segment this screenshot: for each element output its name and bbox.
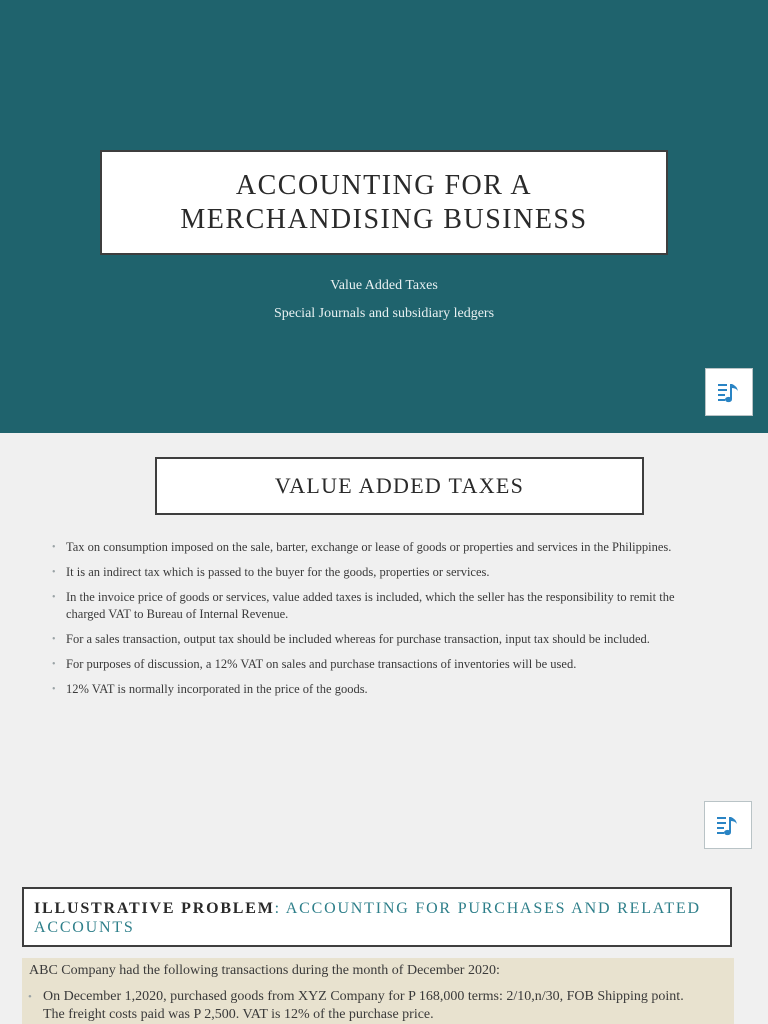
bullet-text: 12% VAT is normally incorporated in the price of the goods. xyxy=(66,682,368,696)
title-box xyxy=(100,150,668,255)
list-item xyxy=(22,988,734,1024)
problem-panel xyxy=(22,958,734,1024)
vat-heading: VALUE ADDED TAXES xyxy=(274,473,525,498)
heading-bold: ILLUSTRATIVE PROBLEM xyxy=(34,900,275,917)
bullet-marker: • xyxy=(52,684,56,695)
list-item xyxy=(52,656,702,673)
bullet-marker: • xyxy=(52,634,56,645)
audio-button[interactable] xyxy=(704,801,752,849)
bullet-text: For a sales transaction, output tax should be included whereas for purchase transaction, input tax should be included. xyxy=(66,632,650,646)
list-item xyxy=(52,564,702,581)
audio-button[interactable] xyxy=(705,368,753,416)
list-item xyxy=(52,631,702,648)
bullet-text: It is an indirect tax which is passed to the buyer for the goods, properties or services. xyxy=(66,565,490,579)
audio-playlist-icon xyxy=(715,812,741,838)
audio-playlist-icon xyxy=(716,379,742,405)
subtitle-value-added-taxes: Value Added Taxes xyxy=(330,278,438,293)
illustrative-heading xyxy=(34,899,720,937)
bullet-marker: • xyxy=(52,592,56,603)
heading-rest: : ACCOUNTING FOR PURCHASES AND RELATED ACCOUNTS xyxy=(34,900,701,936)
subtitle-special-journals: Special Journals and subsidiary ledgers xyxy=(273,306,495,321)
vat-bullet-list xyxy=(52,539,702,706)
problem-list xyxy=(22,988,734,1024)
vat-heading-box xyxy=(155,457,644,515)
bullet-marker: • xyxy=(28,991,32,1003)
illustrative-heading-box xyxy=(22,887,732,947)
list-item xyxy=(52,589,702,623)
problem-intro: ABC Company had the following transactions during the month of December 2020: xyxy=(29,963,500,978)
slide-title: ACCOUNTING FOR A MERCHANDISING BUSINESS xyxy=(180,169,588,235)
title-slide xyxy=(0,0,768,433)
bullet-marker: • xyxy=(52,542,56,553)
bullet-text: For purposes of discussion, a 12% VAT on sales and purchase transactions of inventories will be used. xyxy=(66,657,577,671)
bullet-text: Tax on consumption imposed on the sale, barter, exchange or lease of goods or properties and services in the Philippines. xyxy=(66,540,672,554)
problem-item-text: On December 1,2020, purchased goods from XYZ Company for P 168,000 terms: 2/10,n/30, FOB Shipping point. The freight costs paid was P 2,500. VAT is 12% of the purchase price. xyxy=(43,989,684,1022)
bullet-text: In the invoice price of goods or services, value added taxes is included, which the seller has the responsibility to remit the charged VAT to Bureau of Internal Revenue. xyxy=(66,590,675,621)
bullet-marker: • xyxy=(52,659,56,670)
list-item xyxy=(52,539,702,556)
bullet-marker: • xyxy=(52,567,56,578)
list-item xyxy=(52,681,702,698)
